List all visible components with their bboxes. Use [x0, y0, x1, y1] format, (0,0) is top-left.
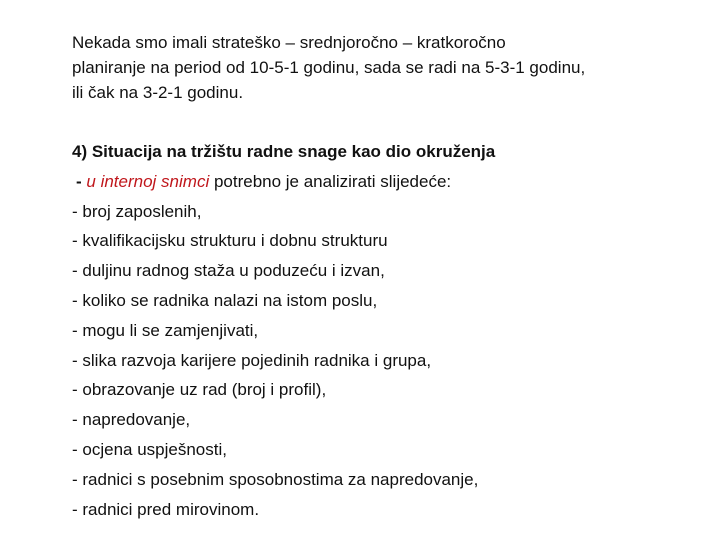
- list-item: - radnici pred mirovinom.: [72, 499, 260, 519]
- list-item: - napredovanje,: [72, 410, 191, 430]
- list-item: - mogu li se zamjenjivati,: [72, 320, 259, 340]
- list-item: - kvalifikacijsku strukturu i dobnu strukturu: [72, 231, 388, 251]
- intro-line: ili čak na 3-2-1 godinu.: [72, 83, 244, 102]
- lead-emphasis: u internoj snimci: [86, 171, 210, 191]
- list-item: - ocjena uspješnosti,: [72, 439, 227, 459]
- list-item: - radnici s posebnim sposobnostima za napredovanje,: [72, 469, 479, 489]
- section-lead: [72, 167, 702, 197]
- list-item: - broj zaposlenih,: [72, 201, 202, 221]
- list-item: - koliko se radnika nalazi na istom poslu,: [72, 290, 378, 310]
- list-item: - slika razvoja karijere pojedinih radnika i grupa,: [72, 350, 432, 370]
- lead-rest: potrebno je analizirati slijedeće:: [209, 171, 452, 191]
- list-item: - duljinu radnog staža u poduzeću i izvan,: [72, 261, 385, 281]
- intro-paragraph: [72, 30, 702, 105]
- intro-line: planiranje na period od 10-5-1 godinu, sada se radi na 5-3-1 godinu,: [72, 58, 586, 77]
- lead-dash: -: [76, 171, 87, 191]
- list-item: - obrazovanje uz rad (broj i profil),: [72, 380, 327, 400]
- section-heading: 4) Situacija na tržištu radne snage kao dio okruženja: [72, 142, 496, 161]
- intro-line: Nekada smo imali strateško – srednjoročno – kratkoročno: [72, 33, 506, 52]
- section-labor-market: [72, 137, 702, 524]
- analysis-list: [72, 197, 702, 525]
